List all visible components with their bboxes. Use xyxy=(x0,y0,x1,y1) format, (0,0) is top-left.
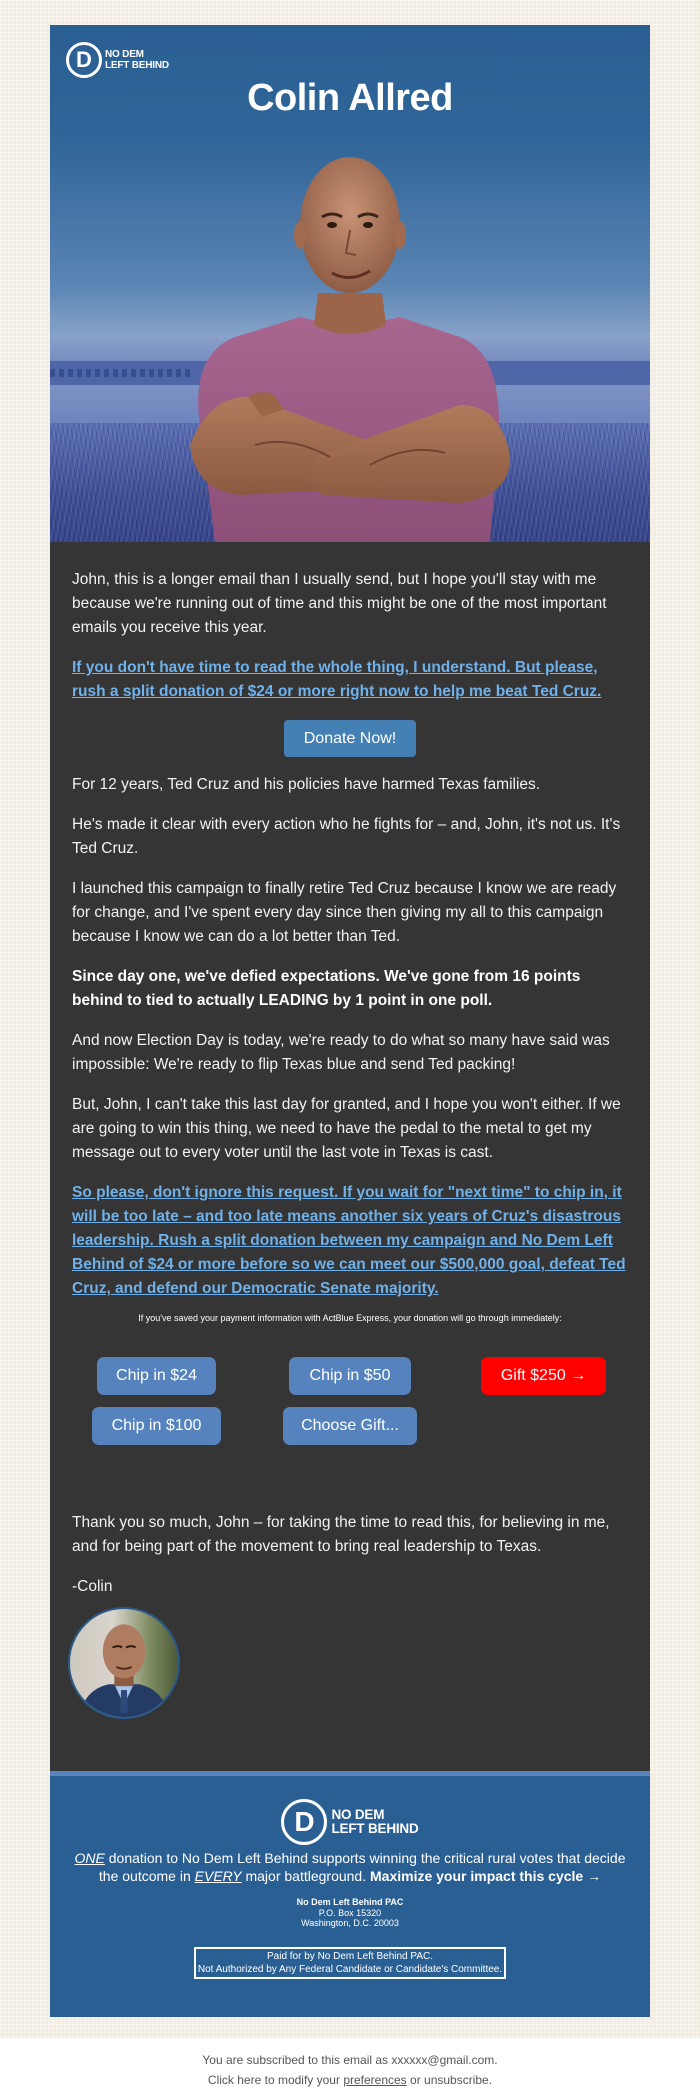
modify-preferences-line xyxy=(0,2070,700,2090)
donate-button-wrap xyxy=(72,720,628,757)
footer-blurb xyxy=(70,1849,630,1885)
logo-line-1: NO DEM xyxy=(105,49,144,60)
footer-logo-wordmark xyxy=(331,1808,418,1836)
blurb-text-a: donation to No Dem Left Behind supports winning the critical rural votes that decide the outcome in xyxy=(98,1850,626,1884)
actblue-express-note: If you've saved your payment information with ActBlue Express, your donation will go through immediately: xyxy=(138,1313,562,1323)
paragraph-defied-expectations: Since day one, we've defied expectations. We've gone from 16 points behind to tied to actually LEADING by 1 point in one poll. xyxy=(72,968,581,1009)
pac-address xyxy=(70,1897,630,1929)
address-line-2: Washington, D.C. 20003 xyxy=(301,1918,399,1928)
paragraph-who-he-fights-for: He's made it clear with every action who he fights for – and, John, it's not us. It's Ted Cruz. xyxy=(72,816,621,857)
disclaimer-line-2: Not Authorized by Any Federal Candidate or Candidate's Committee. xyxy=(197,1963,503,1975)
thank-you-paragraph: Thank you so much, John – for taking the time to read this, for believing in me, and for being part of the movement to bring real leadership to Texas. xyxy=(72,1514,610,1555)
preferences-link[interactable]: preferences xyxy=(343,2073,407,2087)
logo-line-2: LEFT BEHIND xyxy=(105,60,169,71)
signature: -Colin xyxy=(72,1578,113,1595)
email-footer xyxy=(50,1776,650,2017)
logo-wordmark xyxy=(105,49,169,71)
d-circle-logo-icon: D xyxy=(66,42,102,78)
intro-paragraph: John, this is a longer email than I usually send, but I hope you'll stay with me because we're running out of time and this might be one of the most important emails you receive this year. xyxy=(72,571,607,636)
paragraph-launched-campaign: I launched this campaign to finally retire Ted Cruz because I know we are ready for change, and I've spent every day since then giving my all to this campaign because I know we can do a lot better than Ted. xyxy=(72,880,617,945)
chip-in-100-button[interactable]: Chip in $100 xyxy=(92,1407,221,1445)
subscribed-as-text: You are subscribed to this email as xxxxxx@gmail.com. xyxy=(202,2053,498,2067)
footer-logo[interactable] xyxy=(281,1799,418,1845)
disclaimer-line-1: Paid for by No Dem Left Behind PAC. xyxy=(266,1950,433,1962)
pac-name: No Dem Left Behind PAC xyxy=(296,1897,404,1907)
paid-for-disclaimer xyxy=(194,1947,506,1979)
paragraph-election-day: And now Election Day is today, we're ready to do what so many have said was impossible: We're ready to flip Texas blue and send Ted packing! xyxy=(72,1032,610,1073)
paragraph-last-day: But, John, I can't take this last day for granted, and I hope you won't either. If we are going to win this thing, we need to have the pedal to the metal to get my message out to every voter until the last vote in Texas is cast. xyxy=(72,1096,621,1161)
choose-gift-button[interactable]: Choose Gift... xyxy=(283,1407,417,1445)
footer-logo-line-2: LEFT BEHIND xyxy=(331,1821,419,1836)
donate-link-1[interactable]: If you don't have time to read the whole thing, I understand. But please, rush a split donation of $24 or more right now to help me beat Ted Cruz. xyxy=(72,659,602,700)
emphasis-every: EVERY xyxy=(194,1868,242,1884)
address-line-1: P.O. Box 15320 xyxy=(318,1907,382,1918)
chip-in-24-button[interactable]: Chip in $24 xyxy=(97,1357,216,1395)
donation-chip-grid xyxy=(72,1357,628,1467)
donate-link-2[interactable]: So please, don't ignore this request. If you wait for "next time" to chip in, it will be too late – and too late means another six years of Cruz's disastrous leadership. Rush a split donation between my campaign and No Dem Left Behind of $24 or more before so we can meet our $500,000 goal, defeat Ted Cruz, and defend our Democratic Senate majority. xyxy=(72,1184,626,1297)
paragraph-cruz-years: For 12 years, Ted Cruz and his policies have harmed Texas families. xyxy=(72,776,541,793)
email-container xyxy=(50,25,650,2017)
spacer xyxy=(72,1719,628,1771)
d-circle-logo-icon: D xyxy=(281,1799,327,1845)
signature-avatar xyxy=(68,1607,180,1719)
emphasis-one: ONE xyxy=(74,1850,105,1866)
donate-now-button[interactable]: Donate Now! xyxy=(284,720,416,757)
footer-logo-line-1: NO DEM xyxy=(331,1807,385,1822)
modify-text: Click here to modify your xyxy=(207,2073,344,2087)
maximize-impact-link[interactable]: Maximize your impact this cycle → xyxy=(370,1868,602,1884)
cta-paragraph-1 xyxy=(72,656,628,704)
email-title: Colin Allred xyxy=(247,77,453,119)
gift-250-button[interactable]: Gift $250 → xyxy=(481,1357,606,1395)
blurb-text-b: major battleground. xyxy=(241,1868,370,1884)
header-logo[interactable] xyxy=(66,42,169,78)
chip-in-50-button[interactable]: Chip in $50 xyxy=(289,1357,411,1395)
subscription-footer xyxy=(0,2038,700,2094)
unsubscribe-text: or unsubscribe. xyxy=(406,2073,493,2087)
hero-header xyxy=(50,25,650,542)
email-body xyxy=(50,542,650,1771)
cta-paragraph-2 xyxy=(72,1181,628,1301)
